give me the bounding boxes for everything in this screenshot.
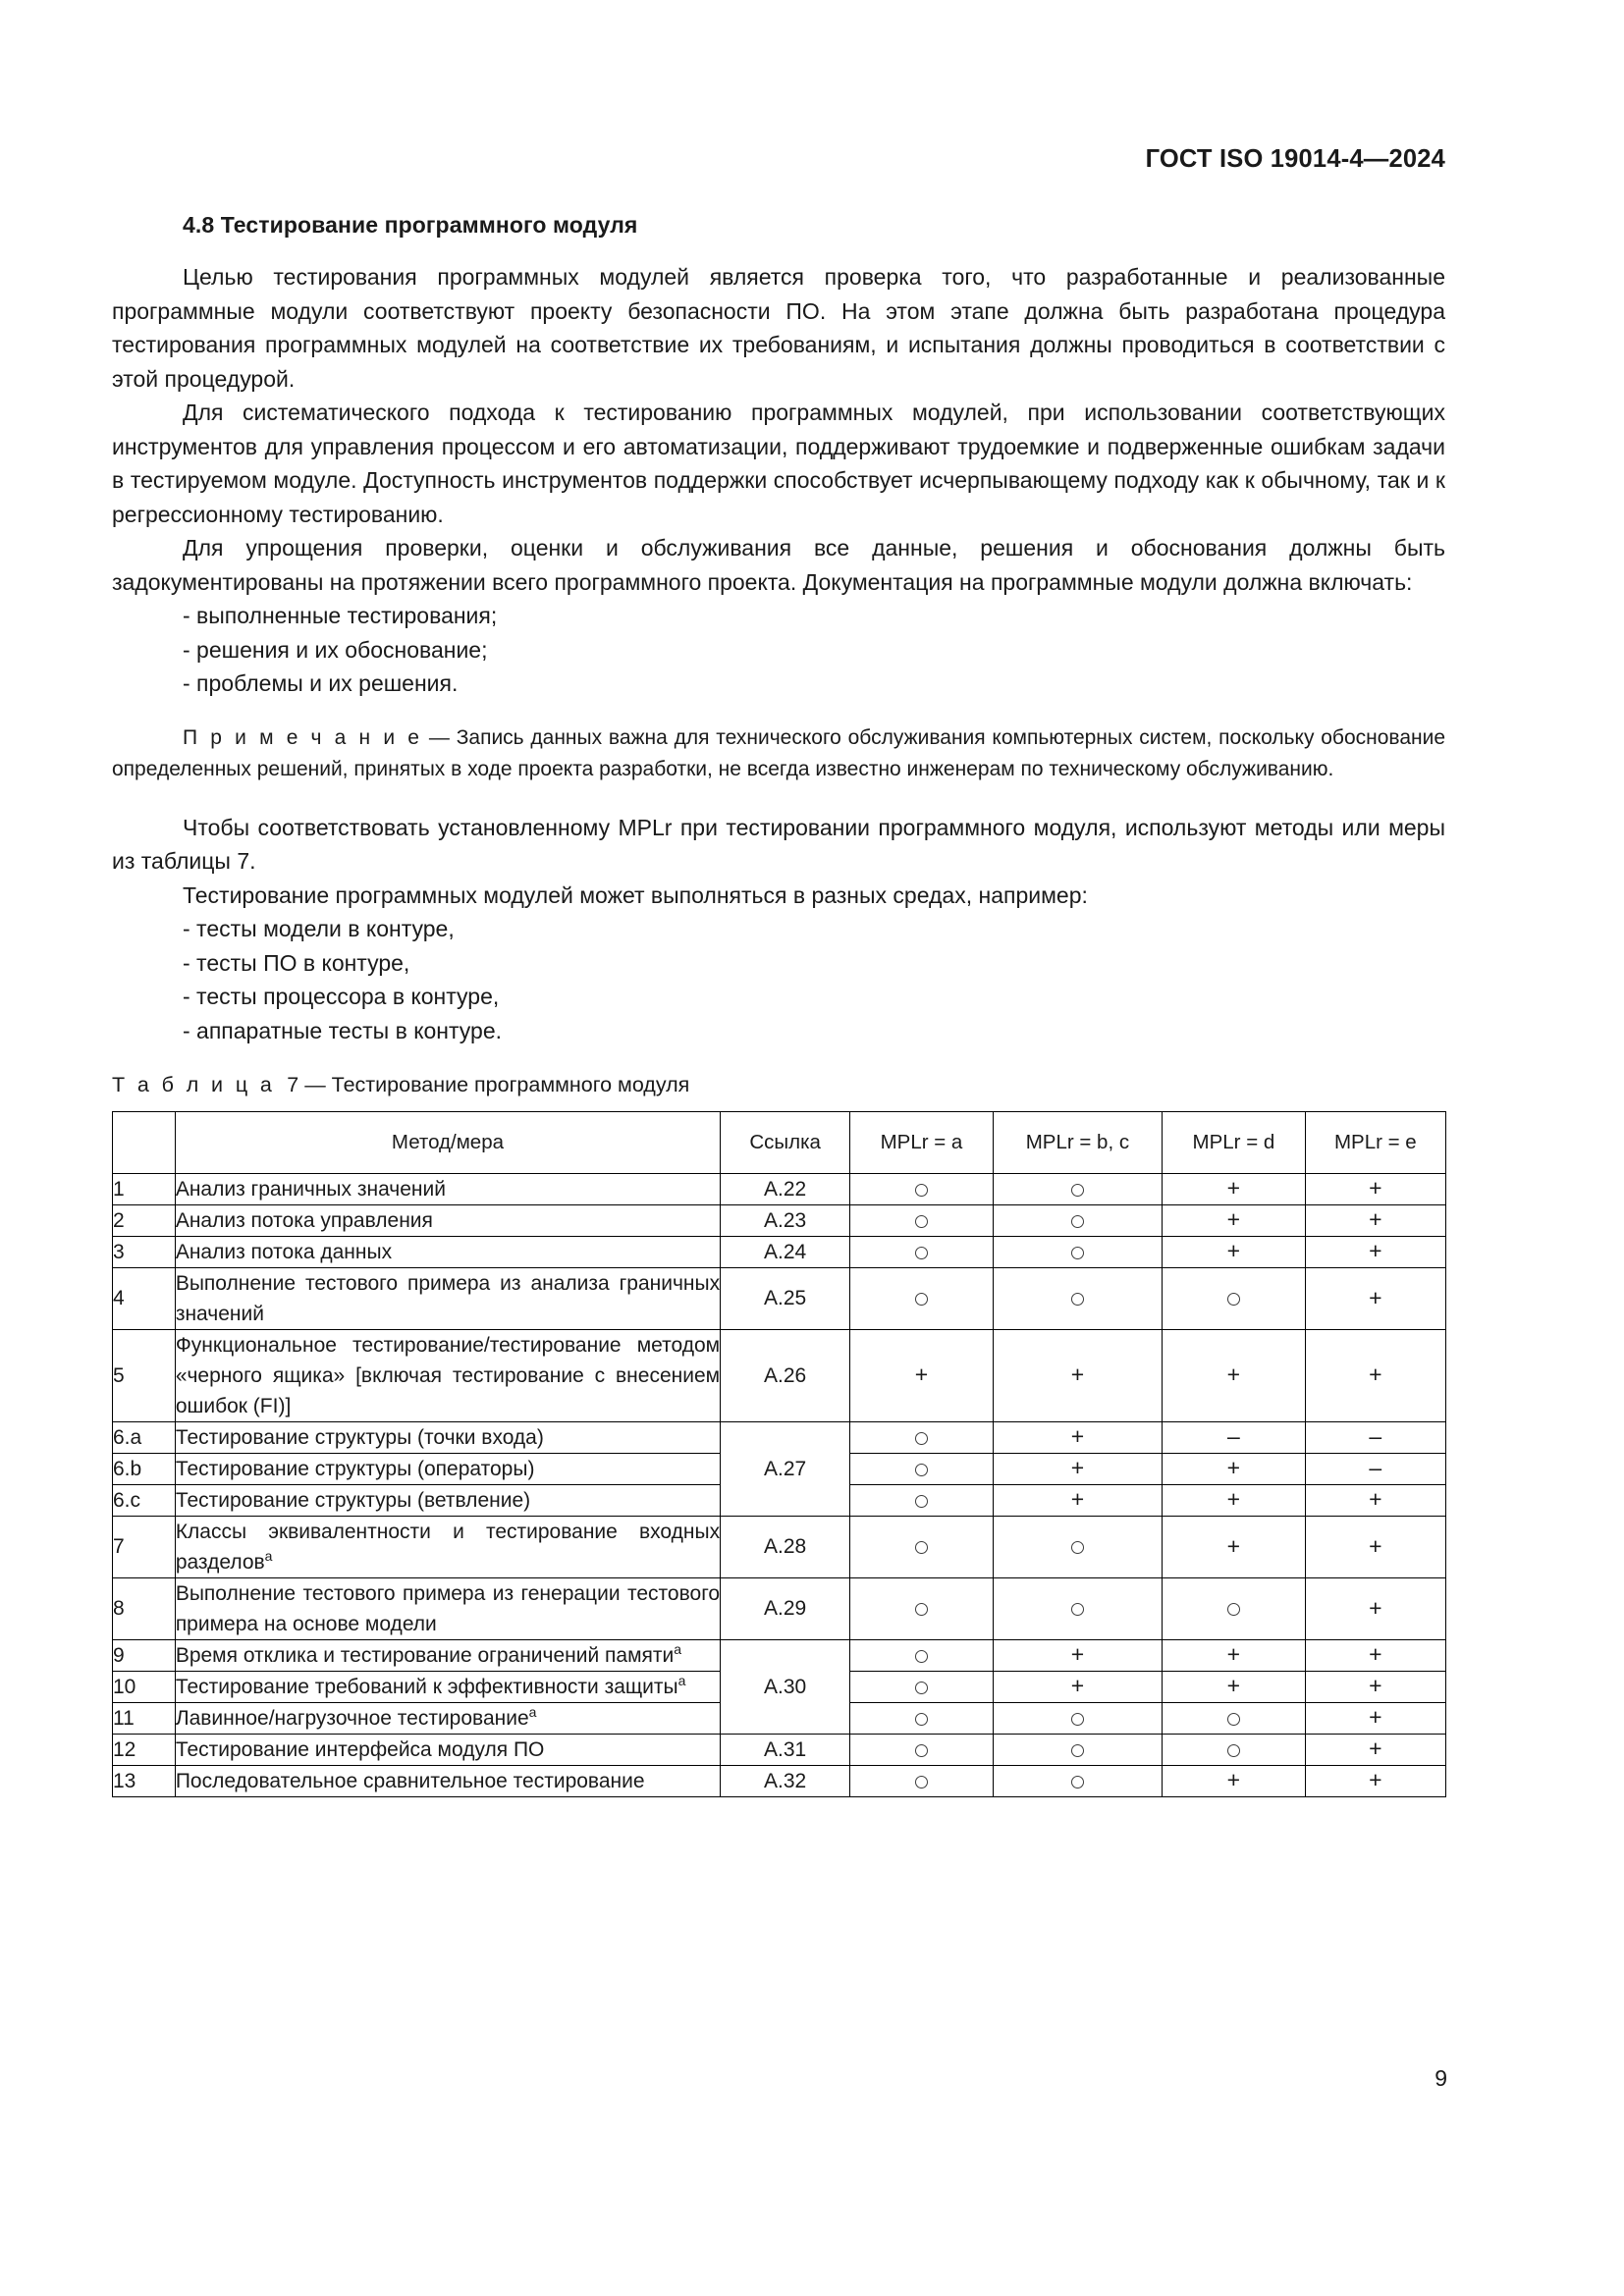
cell-method: Тестирование структуры (ветвление) xyxy=(175,1485,720,1517)
cell-row-number: 6.a xyxy=(113,1422,176,1454)
paragraph-mplr-reference: Чтобы соответствовать установленному MPLr при тестировании программного модуля, используют методы или меры из таблицы 7. xyxy=(112,814,1445,874)
mark-circle-icon xyxy=(915,1247,928,1259)
cell-row-number: 13 xyxy=(113,1766,176,1797)
cell-mark xyxy=(993,1454,1162,1485)
mark-plus-icon: + xyxy=(1070,1362,1085,1387)
cell-method: Анализ потока данных xyxy=(175,1237,720,1268)
table-row xyxy=(113,1735,1446,1766)
cell-mark xyxy=(850,1485,994,1517)
paragraph-purpose: Целью тестирования программных модулей является проверка того, что разработанные и реализованные программные модули соответствуют проекту безопасности ПО. На этом этапе должна быть разработана процедура тестирования программных модулей на соответствие их требованиям, и испытания должны проводиться в соответствии с этой процедурой. xyxy=(112,264,1445,392)
table-row xyxy=(113,1268,1446,1330)
mark-circle-icon xyxy=(1071,1184,1084,1197)
mark-plus-icon: + xyxy=(1369,1486,1382,1512)
mark-plus-icon: + xyxy=(1226,1673,1241,1698)
cell-mark xyxy=(850,1454,994,1485)
cell-method: Время отклика и тестирование ограничений памяти$^a$ xyxy=(175,1640,720,1672)
cell-reference: A.22 xyxy=(721,1174,850,1205)
cell-mark xyxy=(993,1330,1162,1422)
mark-plus-icon: + xyxy=(1226,1486,1241,1512)
cell-reference: A.24 xyxy=(721,1237,850,1268)
mark-plus-icon: + xyxy=(1369,1532,1382,1559)
cell-mark xyxy=(993,1640,1162,1672)
mark-circle-icon xyxy=(915,1713,928,1726)
table-row xyxy=(113,1205,1446,1237)
mark-circle-icon xyxy=(915,1215,928,1228)
mark-plus-icon: + xyxy=(1226,1238,1241,1263)
paragraph-documentation: Для упрощения проверки, оценки и обслуживания все данные, решения и обоснования должны быть задокументированы на протяжении всего программного проекта. Документация на программные модули должна включать: xyxy=(112,535,1445,595)
cell-mark xyxy=(850,1422,994,1454)
mark-circle-icon xyxy=(1071,1215,1084,1228)
cell-row-number: 4 xyxy=(113,1268,176,1330)
cell-mark xyxy=(1163,1205,1306,1237)
mark-plus-icon: + xyxy=(1070,1423,1085,1449)
note-label: П р и м е ч а н и е xyxy=(183,725,423,749)
cell-mark xyxy=(1305,1237,1445,1268)
cell-method: Выполнение тестового примера из анализа граничных значений xyxy=(175,1268,720,1330)
cell-mark xyxy=(993,1237,1162,1268)
mark-plus-icon: + xyxy=(1226,1767,1241,1792)
cell-mark xyxy=(993,1517,1162,1578)
mark-plus-icon: + xyxy=(1226,1455,1241,1480)
section-heading: 4.8 Тестирование программного модуля xyxy=(183,212,638,238)
cell-mark xyxy=(1163,1174,1306,1205)
cell-row-number: 6.b xyxy=(113,1454,176,1485)
spacer xyxy=(112,1047,1445,1073)
cell-mark xyxy=(850,1578,994,1640)
list-item: - тесты ПО в контуре, xyxy=(183,949,410,976)
list-item: - тесты модели в контуре, xyxy=(183,916,455,941)
cell-reference: A.32 xyxy=(721,1766,850,1797)
cell-mark xyxy=(993,1766,1162,1797)
header-method: Метод/мера xyxy=(175,1112,720,1174)
cell-method: Последовательное сравнительное тестирование xyxy=(175,1766,720,1797)
note-body: — Запись данных важна для технического обслуживания компьютерных систем, поскольку обоснование определенных решений, принятых в ходе проекта разработки, не всегда известно инженерам по техническому обслуживанию. xyxy=(112,725,1446,780)
cell-mark xyxy=(993,1422,1162,1454)
cell-mark xyxy=(1305,1174,1445,1205)
table-header-row xyxy=(113,1112,1446,1174)
cell-reference: A.30 xyxy=(721,1640,850,1735)
mark-circle-icon xyxy=(1071,1713,1084,1726)
mark-circle-icon xyxy=(915,1184,928,1197)
mark-plus-icon: + xyxy=(1226,1206,1241,1232)
table-row xyxy=(113,1174,1446,1205)
header-mplr-e: MPLr = e xyxy=(1305,1112,1445,1174)
mark-dash-icon: – xyxy=(1369,1423,1382,1449)
mark-plus-icon: + xyxy=(1369,1206,1382,1232)
cell-mark xyxy=(1163,1268,1306,1330)
cell-mark xyxy=(1163,1330,1306,1422)
mark-circle-icon xyxy=(1227,1603,1240,1616)
cell-mark xyxy=(1305,1205,1445,1237)
cell-mark xyxy=(1163,1485,1306,1517)
cell-row-number: 11 xyxy=(113,1703,176,1735)
mark-circle-icon xyxy=(915,1650,928,1663)
mark-circle-icon xyxy=(1071,1247,1084,1259)
mark-plus-icon: + xyxy=(1369,1175,1382,1201)
cell-mark xyxy=(1163,1422,1306,1454)
mark-plus-icon: + xyxy=(1369,1362,1382,1387)
cell-mark xyxy=(1305,1672,1445,1703)
cell-mark xyxy=(993,1703,1162,1735)
cell-method: Тестирование требований к эффективности защиты$^a$ xyxy=(175,1672,720,1703)
mark-plus-icon: + xyxy=(1070,1673,1085,1698)
table-row xyxy=(113,1237,1446,1268)
cell-row-number: 1 xyxy=(113,1174,176,1205)
cell-reference: A.23 xyxy=(721,1205,850,1237)
list-item: - решения и их обоснование; xyxy=(183,636,488,663)
cell-mark xyxy=(1305,1330,1445,1422)
cell-method: Выполнение тестового примера из генерации тестового примера на основе модели xyxy=(175,1578,720,1640)
cell-mark xyxy=(1163,1640,1306,1672)
table-caption-title: Тестирование программного модуля xyxy=(331,1073,690,1096)
cell-mark xyxy=(993,1268,1162,1330)
mark-plus-icon: + xyxy=(1070,1455,1085,1480)
cell-reference: A.31 xyxy=(721,1735,850,1766)
cell-mark xyxy=(850,1517,994,1578)
cell-reference: A.28 xyxy=(721,1517,850,1578)
mark-circle-icon xyxy=(915,1744,928,1757)
cell-mark xyxy=(993,1174,1162,1205)
mark-circle-icon xyxy=(1071,1744,1084,1757)
mark-plus-icon: + xyxy=(1226,1362,1241,1387)
table-row xyxy=(113,1517,1446,1578)
mark-circle-icon xyxy=(915,1682,928,1694)
cell-reference: A.27 xyxy=(721,1422,850,1517)
cell-mark xyxy=(850,1237,994,1268)
table-row xyxy=(113,1330,1446,1422)
list-item: - тесты процессора в контуре, xyxy=(183,984,500,1009)
mark-circle-icon xyxy=(915,1603,928,1616)
mark-circle-icon xyxy=(1071,1603,1084,1616)
cell-mark xyxy=(1163,1703,1306,1735)
table-caption xyxy=(112,1073,1445,1097)
cell-mark xyxy=(1305,1703,1445,1735)
page-number: 9 xyxy=(1435,2065,1447,2091)
mark-circle-icon xyxy=(1227,1293,1240,1306)
mark-plus-icon: + xyxy=(1369,1735,1382,1761)
cell-method: Тестирование структуры (точки входа) xyxy=(175,1422,720,1454)
cell-row-number: 6.c xyxy=(113,1485,176,1517)
list-item: - аппаратные тесты в контуре. xyxy=(183,1017,503,1043)
table-row xyxy=(113,1766,1446,1797)
mark-plus-icon: + xyxy=(1369,1641,1382,1667)
cell-row-number: 10 xyxy=(113,1672,176,1703)
cell-reference: A.29 xyxy=(721,1578,850,1640)
mark-plus-icon: + xyxy=(914,1362,929,1387)
list-item: - выполненные тестирования; xyxy=(183,603,498,628)
cell-row-number: 5 xyxy=(113,1330,176,1422)
cell-mark xyxy=(1163,1454,1306,1485)
mark-plus-icon: + xyxy=(1369,1594,1382,1621)
cell-mark xyxy=(850,1174,994,1205)
cell-mark xyxy=(850,1640,994,1672)
table-row xyxy=(113,1640,1446,1672)
cell-row-number: 9 xyxy=(113,1640,176,1672)
table-row xyxy=(113,1578,1446,1640)
cell-method: Анализ потока управления xyxy=(175,1205,720,1237)
header-mplr-a: MPLr = a xyxy=(850,1112,994,1174)
mark-plus-icon: + xyxy=(1070,1641,1085,1667)
mark-plus-icon: + xyxy=(1070,1486,1085,1512)
mark-circle-icon xyxy=(915,1293,928,1306)
cell-mark xyxy=(850,1672,994,1703)
cell-mark xyxy=(1163,1578,1306,1640)
cell-method: Функциональное тестирование/тестирование методом «черного ящика» [включая тестирование с внесением ошибок (FI)] xyxy=(175,1330,720,1422)
cell-row-number: 7 xyxy=(113,1517,176,1578)
mark-circle-icon xyxy=(1227,1744,1240,1757)
cell-method: Лавинное/нагрузочное тестирование$^a$ xyxy=(175,1703,720,1735)
cell-mark xyxy=(1163,1237,1306,1268)
mark-dash-icon: – xyxy=(1369,1455,1382,1480)
cell-reference: A.26 xyxy=(721,1330,850,1422)
header-number xyxy=(113,1112,176,1174)
cell-row-number: 12 xyxy=(113,1735,176,1766)
cell-mark xyxy=(850,1330,994,1422)
mark-plus-icon: + xyxy=(1369,1238,1382,1263)
cell-mark xyxy=(1305,1268,1445,1330)
cell-mark xyxy=(1163,1517,1306,1578)
cell-method: Тестирование интерфейса модуля ПО xyxy=(175,1735,720,1766)
cell-mark xyxy=(1305,1485,1445,1517)
cell-mark xyxy=(1305,1735,1445,1766)
mark-plus-icon: + xyxy=(1226,1532,1241,1559)
mark-plus-icon: + xyxy=(1369,1673,1382,1698)
note-paragraph xyxy=(112,722,1445,785)
mark-circle-icon xyxy=(1071,1541,1084,1554)
mark-circle-icon xyxy=(915,1464,928,1476)
mark-plus-icon: + xyxy=(1369,1284,1382,1310)
paragraph-systematic-approach: Для систематического подхода к тестированию программных модулей, при использовании соответствующих инструментов для управления процессом и его автоматизации, поддерживают трудоемкие и подверженные ошибкам задачи в тестируемом модуле. Доступность инструментов поддержки способствует исчерпывающему подходу как к обычному, так и к регрессионному тестированию. xyxy=(112,400,1445,527)
cell-reference: A.25 xyxy=(721,1268,850,1330)
cell-mark xyxy=(850,1268,994,1330)
cell-mark xyxy=(1305,1454,1445,1485)
cell-mark xyxy=(1163,1766,1306,1797)
cell-mark xyxy=(1163,1672,1306,1703)
table-caption-label: Т а б л и ц а xyxy=(112,1073,276,1096)
running-header-standard-ref: ГОСТ ISO 19014-4—2024 xyxy=(1145,145,1445,173)
table-row xyxy=(113,1422,1446,1454)
mark-circle-icon xyxy=(915,1432,928,1445)
header-mplr-d: MPLr = d xyxy=(1163,1112,1306,1174)
header-reference: Ссылка xyxy=(721,1112,850,1174)
cell-row-number: 3 xyxy=(113,1237,176,1268)
cell-row-number: 8 xyxy=(113,1578,176,1640)
mark-plus-icon: + xyxy=(1369,1767,1382,1792)
header-mplr-bc: MPLr = b, c xyxy=(993,1112,1162,1174)
cell-mark xyxy=(1305,1578,1445,1640)
mark-plus-icon: + xyxy=(1226,1641,1241,1667)
cell-method: Классы эквивалентности и тестирование входных разделов$^a$ xyxy=(175,1517,720,1578)
cell-mark xyxy=(993,1578,1162,1640)
page-content xyxy=(112,212,1445,1797)
cell-method: Тестирование структуры (операторы) xyxy=(175,1454,720,1485)
cell-mark xyxy=(1305,1517,1445,1578)
spacer xyxy=(112,785,1445,811)
cell-row-number: 2 xyxy=(113,1205,176,1237)
table-body xyxy=(113,1174,1446,1797)
cell-mark xyxy=(850,1735,994,1766)
cell-mark xyxy=(850,1205,994,1237)
mark-circle-icon xyxy=(1071,1776,1084,1789)
mark-circle-icon xyxy=(915,1776,928,1789)
methods-measures-table xyxy=(112,1111,1446,1797)
environments-list xyxy=(112,912,1445,1047)
mark-circle-icon xyxy=(1227,1713,1240,1726)
mark-circle-icon xyxy=(915,1495,928,1508)
cell-mark xyxy=(993,1672,1162,1703)
cell-mark xyxy=(850,1703,994,1735)
cell-mark xyxy=(1305,1766,1445,1797)
table-caption-number: 7 xyxy=(287,1073,299,1096)
cell-mark xyxy=(1305,1422,1445,1454)
cell-method: Анализ граничных значений xyxy=(175,1174,720,1205)
cell-mark xyxy=(1163,1735,1306,1766)
mark-plus-icon: + xyxy=(1226,1175,1241,1201)
mark-circle-icon xyxy=(1071,1293,1084,1306)
table-caption-dash: — xyxy=(304,1073,326,1096)
cell-mark xyxy=(993,1205,1162,1237)
list-item: - проблемы и их решения. xyxy=(183,670,459,696)
mark-dash-icon: – xyxy=(1226,1423,1240,1449)
mark-plus-icon: + xyxy=(1369,1704,1382,1730)
paragraph-environments-intro: Тестирование программных модулей может выполняться в разных средах, например: xyxy=(183,881,1088,908)
mark-circle-icon xyxy=(915,1541,928,1554)
cell-mark xyxy=(993,1735,1162,1766)
documentation-list xyxy=(112,599,1445,701)
cell-mark xyxy=(1305,1640,1445,1672)
cell-mark xyxy=(850,1766,994,1797)
cell-mark xyxy=(993,1485,1162,1517)
